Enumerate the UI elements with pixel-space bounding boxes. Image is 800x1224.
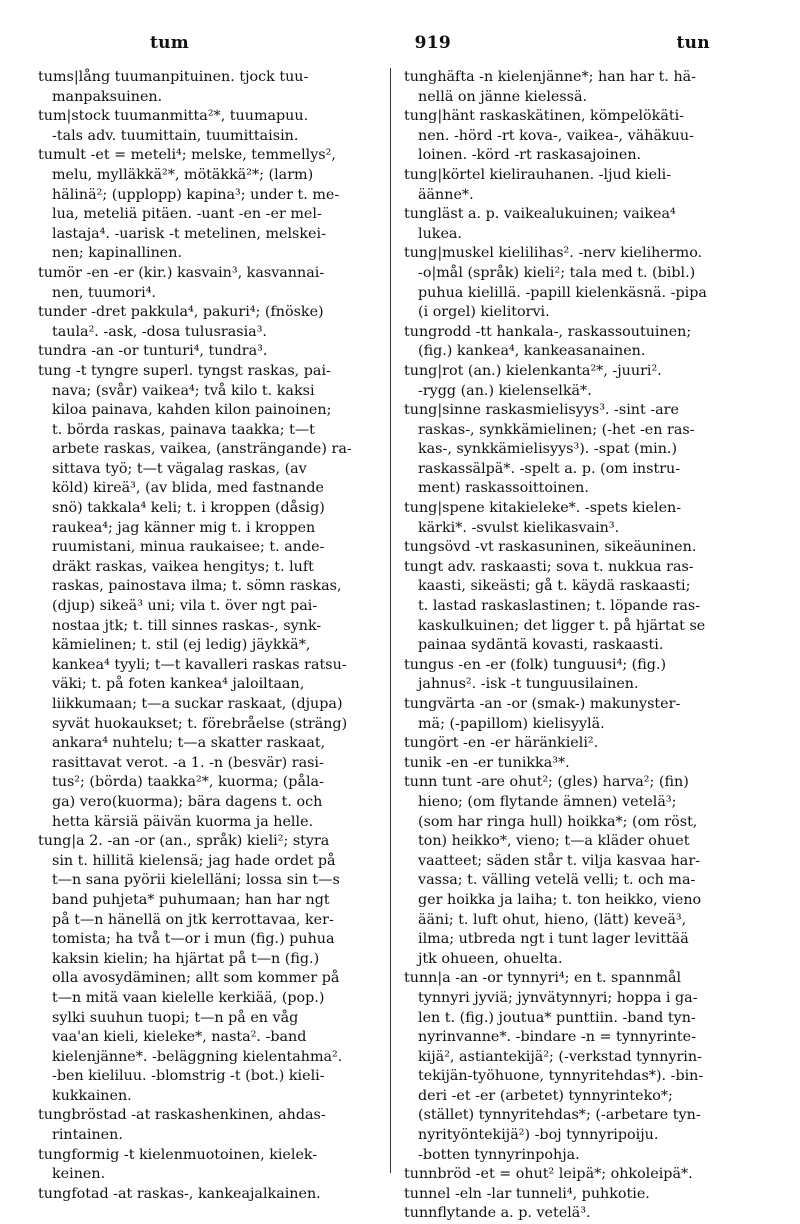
entry-line: puhua kielillä. -papill kielenkäsnä. -pipa	[418, 284, 707, 301]
entry-headline: tundra -an -or tunturi⁴, tundra³.	[38, 343, 268, 360]
entry-line: tekijän-työhuone, tynnyritehdas*). -bin-	[418, 1068, 704, 1085]
dictionary-entry	[38, 146, 410, 264]
entry-line: kijä², astiantekijä²; (-verkstad tynnyrin-	[418, 1048, 702, 1065]
entry-line: band puhjeta* puhumaan; han har ngt	[52, 891, 330, 908]
entry-headline: tungläst a. p. vaikealukuinen; vaikea⁴	[404, 206, 676, 223]
column-divider	[390, 68, 391, 1173]
entry-line: nyrityöntekijä²) -boj tynnyripoiju.	[418, 1127, 659, 1144]
dictionary-entry	[404, 362, 776, 401]
dictionary-entry	[404, 205, 776, 244]
running-head-left: tum	[150, 33, 190, 53]
entry-headline: tungfotad -at raskas-, kankeajalkainen.	[38, 1185, 321, 1202]
entry-headline: tunnflytande a. p. vetelä³.	[404, 1205, 591, 1222]
entry-line: (i orgel) kielitorvi.	[418, 304, 550, 321]
entry-headline: tung|a 2. -an -or (an., språk) kieli²; styra	[38, 833, 330, 850]
entry-headline: tung|körtel kielirauhanen. -ljud kieli-	[404, 166, 672, 183]
entry-line: äänne*.	[418, 186, 474, 203]
entry-line: rintainen.	[52, 1127, 123, 1144]
dictionary-entry	[404, 734, 776, 754]
entry-line: kärki*. -svulst kielikasvain³.	[418, 519, 620, 536]
dictionary-entry	[404, 68, 776, 107]
entry-headline: tunik -en -er tunikka³*.	[404, 754, 570, 771]
dictionary-entry	[404, 773, 776, 969]
entry-headline: tungformig -t kielenmuotoinen, kielek-	[38, 1146, 318, 1163]
entry-line: snö) takkala⁴ keli; t. i kroppen (dåsig)	[52, 500, 325, 517]
entry-line: hetta kärsiä päivän kuorma ja helle.	[52, 813, 314, 830]
entry-line: lua, meteliä pitäen. -uant -en -er mel-	[52, 206, 322, 223]
dictionary-entry	[404, 695, 776, 734]
entry-line: ger hoikka ja laiha; t. ton heikko, vieno	[418, 891, 702, 908]
entry-line: vassa; t. välling vetelä velli; t. och ma-	[418, 872, 696, 889]
entry-headline: tung|muskel kielilihas². -nerv kielihermo.	[404, 245, 703, 262]
entry-line: vaa'an kieli, kieleke*, nasta². -band	[52, 1029, 307, 1046]
left-column	[38, 68, 410, 1204]
dictionary-entry	[38, 68, 410, 107]
entry-line: nava; (svår) vaikea⁴; två kilo t. kaksi	[52, 382, 315, 399]
dictionary-entry	[38, 303, 410, 342]
entry-line: -tals adv. tuumittain, tuumittaisin.	[52, 127, 299, 144]
entry-line: jahnus². -isk -t tunguusilainen.	[418, 676, 639, 693]
entry-headline: tung|spene kitakieleke*. -spets kielen-	[404, 500, 682, 517]
dictionary-entry	[404, 499, 776, 538]
entry-line: melu, mylläkkä²*, mötäkkä²*; (larm)	[52, 166, 314, 183]
running-head-right: tun	[676, 33, 710, 53]
entry-line: raskassälpä*. -spelt a. p. (om instru-	[418, 460, 681, 477]
dictionary-entry	[404, 323, 776, 362]
entry-line: (som har ringa hull) hoikka*; (om röst,	[418, 813, 698, 830]
page-number: 919	[414, 33, 451, 53]
entry-line: kaskulkuinen; det ligger t. på hjärtat se	[418, 617, 706, 634]
entry-line: manpaksuinen.	[52, 88, 163, 105]
entry-line: t—n sana pyörii kielelläni; lossa sin t—s	[52, 872, 340, 889]
entry-line: vaatteet; säden står t. vilja kasvaa har-	[418, 852, 701, 869]
entry-line: nyrinvanne*. -bindare -n = tynnyrinte-	[418, 1029, 696, 1046]
entry-line: kaksin kielin; ha hjärtat på t—n (fig.)	[52, 950, 320, 967]
entry-line: hälinä²; (upplopp) kapina³; under t. me-	[52, 186, 340, 203]
dictionary-entry	[404, 754, 776, 774]
entry-headline: tungört -en -er häränkieli².	[404, 735, 599, 752]
dictionary-entry	[38, 342, 410, 362]
entry-headline: tum|stock tuumanmitta²*, tuumapuu.	[38, 108, 309, 125]
entry-line: syvät huokaukset; t. förebråelse (sträng)	[52, 715, 348, 732]
entry-headline: tungvärta -an -or (smak-) makunyster-	[404, 696, 681, 712]
entry-line: t. börda raskas, painava taakka; t—t	[52, 421, 315, 438]
dictionary-entry	[38, 362, 410, 832]
entry-line: -o|mål (språk) kieli²; tala med t. (bibl.)	[418, 264, 696, 281]
entry-line: kiloa painava, kahden kilon painoinen;	[52, 402, 332, 419]
entry-line: sittava työ; t—t vägalag raskas, (av	[52, 460, 307, 477]
entry-line: (djup) sikeä³ uni; vila t. över ngt pai-	[52, 598, 318, 615]
entry-headline: tungus -en -er (folk) tunguusi⁴; (fig.)	[404, 656, 667, 673]
entry-line: ruumistani, minua raukaisee; t. ande-	[52, 539, 325, 556]
dictionary-entry	[38, 832, 410, 1106]
entry-line: t—n mitä vaan kielelle kerkiää, (pop.)	[52, 989, 325, 1006]
dictionary-entry	[38, 1185, 410, 1205]
entry-line: kämielinen; t. stil (ej ledig) jäykkä*,	[52, 637, 311, 654]
entry-line: kankea⁴ tyyli; t—t kavalleri raskas ratsu-	[52, 656, 347, 673]
entry-line: t. lastad raskaslastinen; t. löpande ras-	[418, 598, 701, 615]
entry-line: liikkumaan; t—a suckar raskaat, (djupa)	[52, 696, 343, 712]
entry-line: len t. (fig.) joutua* punttiin. -band tyn-	[418, 1009, 696, 1026]
entry-headline: tums|lång tuumanpituinen. tjock tuu-	[38, 69, 309, 85]
entry-headline: tung|hänt raskaskätinen, kömpelökäti-	[404, 108, 685, 125]
entry-line: raskas-, synkkämielinen; (-het -en ras-	[418, 421, 695, 438]
dictionary-entry	[38, 264, 410, 303]
entry-line: nen, tuumori⁴.	[52, 284, 156, 301]
dictionary-entry	[38, 107, 410, 146]
entry-line: arbete raskas, vaikea, (ansträngande) ra-	[52, 441, 352, 458]
entry-line: lukea.	[418, 225, 462, 242]
entry-line: taula². -ask, -dosa tulusrasia³.	[52, 323, 267, 340]
entry-line: ilma; utbreda ngt i tunt lager levittää	[418, 931, 689, 948]
entry-line: painaa sydäntä kovasti, raskaasti.	[418, 637, 664, 654]
entry-line: -botten tynnyrinpohja.	[418, 1146, 580, 1163]
entry-line: mä; (-papillom) kielisyylä.	[418, 715, 605, 732]
dictionary-entry	[404, 969, 776, 1165]
entry-headline: tungrodd -tt hankala-, raskassoutuinen;	[404, 323, 692, 340]
entry-headline: tunghäfta -n kielenjänne*; han har t. hä-	[404, 69, 697, 85]
entry-line: ääni; t. luft ohut, hieno, (lätt) keveä³,	[418, 911, 687, 928]
entry-line: raskas, painostava ilma; t. sömn raskas,	[52, 578, 342, 595]
dictionary-entry	[404, 244, 776, 322]
entry-line: keinen.	[52, 1166, 106, 1183]
entry-headline: tunnel -eln -lar tunneli⁴, puhkotie.	[404, 1185, 650, 1202]
entry-line: väki; t. på foten kankea⁴ jaloiltaan,	[52, 676, 305, 693]
running-head	[150, 30, 710, 56]
entry-line: nen. -hörd -rt kova-, vaikea-, vähäkuu-	[418, 127, 694, 144]
entry-line: loinen. -körd -rt raskasajoinen.	[418, 147, 642, 164]
entry-line: ton) heikko*, vieno; t—a kläder ohuet	[418, 833, 690, 850]
dictionary-entry	[404, 107, 776, 166]
entry-headline: tungt adv. raskaasti; sova t. nukkua ras-	[404, 558, 694, 575]
dictionary-entry	[404, 1185, 776, 1205]
entry-line: olla avosydäminen; allt som kommer på	[52, 970, 340, 987]
entry-line: sin t. hillitä kielensä; jag hade ordet på	[52, 852, 336, 869]
entry-line: dräkt raskas, vaikea hengitys; t. luft	[52, 558, 314, 575]
dictionary-entry	[404, 656, 776, 695]
entry-headline: tung|sinne raskasmielisyys³. -sint -are	[404, 402, 679, 419]
entry-line: jtk ohueen, ohuelta.	[418, 950, 563, 967]
dictionary-entry	[404, 1204, 776, 1224]
entry-line: raukea⁴; jag känner mig t. i kroppen	[52, 519, 316, 536]
entry-line: ment) raskassoittoinen.	[418, 480, 589, 497]
entry-line: tus²; (börda) taakka²*, kuorma; (påla-	[52, 774, 324, 791]
dictionary-entry	[38, 1106, 410, 1145]
entry-line: nen; kapinallinen.	[52, 245, 183, 262]
entry-line: (stället) tynnyritehdas*; (-arbetare tyn-	[418, 1107, 701, 1124]
entry-line: kielenjänne*. -beläggning kielentahma².	[52, 1048, 343, 1065]
entry-headline: tumör -en -er (kir.) kasvain³, kasvannai-	[38, 264, 325, 281]
entry-headline: tung -t tyngre superl. tyngst raskas, pai-	[38, 362, 331, 379]
entry-line: hieno; (om flytande ämnen) vetelä³;	[418, 793, 677, 810]
entry-line: ga) vero(kuorma); bära dagens t. och	[52, 793, 323, 810]
dictionary-entry	[404, 166, 776, 205]
entry-headline: tunder -dret pakkula⁴, pakuri⁴; (fnöske)	[38, 304, 324, 321]
entry-line: på t—n hänellä on jtk kerrottavaa, ker-	[52, 911, 334, 928]
entry-headline: tungsövd -vt raskasuninen, sikeäuninen.	[404, 539, 697, 556]
entry-line: tynnyri jyviä; jynvätynnyri; hoppa i ga-	[418, 989, 698, 1006]
entry-line: (fig.) kankea⁴, kankeasanainen.	[418, 343, 646, 360]
entry-headline: tumult -et = meteli⁴; melske, temmellys²,	[38, 147, 336, 164]
entry-headline: tunn|a -an -or tynnyri⁴; en t. spannmål	[404, 970, 682, 987]
dictionary-entry	[38, 1146, 410, 1185]
entry-headline: tunn tunt -are ohut²; (gles) harva²; (fin)	[404, 774, 689, 791]
dictionary-entry	[404, 1165, 776, 1185]
entry-line: ankara⁴ nuhtelu; t—a skatter raskaat,	[52, 735, 326, 752]
entry-headline: tungbröstad -at raskashenkinen, ahdas-	[38, 1107, 326, 1124]
entry-headline: tung|rot (an.) kielenkanta²*, -juuri².	[404, 362, 662, 379]
entry-line: rasittavat verot. -a 1. -n (besvär) rasi-	[52, 754, 324, 771]
entry-line: nellä on jänne kielessä.	[418, 88, 588, 105]
dictionary-entry	[404, 538, 776, 558]
entry-line: tomista; ha två t—or i mun (fig.) puhua	[52, 931, 335, 948]
entry-line: lastaja⁴. -uarisk -t metelinen, melskei-	[52, 225, 326, 242]
right-column	[404, 68, 776, 1224]
entry-headline: tunnbröd -et = ohut² leipä*; ohkoleipä*.	[404, 1166, 693, 1183]
entry-line: köld) kireä³, (av blida, med fastnande	[52, 480, 324, 497]
entry-line: -ben kieliluu. -blomstrig -t (bot.) kieli-	[52, 1068, 325, 1085]
dictionary-entry	[404, 401, 776, 499]
dictionary-entry	[404, 558, 776, 656]
entry-line: sylki suuhun tuopi; t—n på en våg	[52, 1009, 299, 1026]
entry-line: kaasti, sikeästi; gå t. käydä raskaasti;	[418, 578, 691, 595]
entry-line: -rygg (an.) kielenselkä*.	[418, 382, 592, 399]
entry-line: kukkainen.	[52, 1087, 132, 1104]
entry-line: nostaa jtk; t. till sinnes raskas-, synk-	[52, 617, 322, 634]
entry-line: kas-, synkkämielisyys³). -spat (min.)	[418, 441, 678, 458]
entry-line: deri -et -er (arbetet) tynnyrinteko*;	[418, 1087, 673, 1104]
